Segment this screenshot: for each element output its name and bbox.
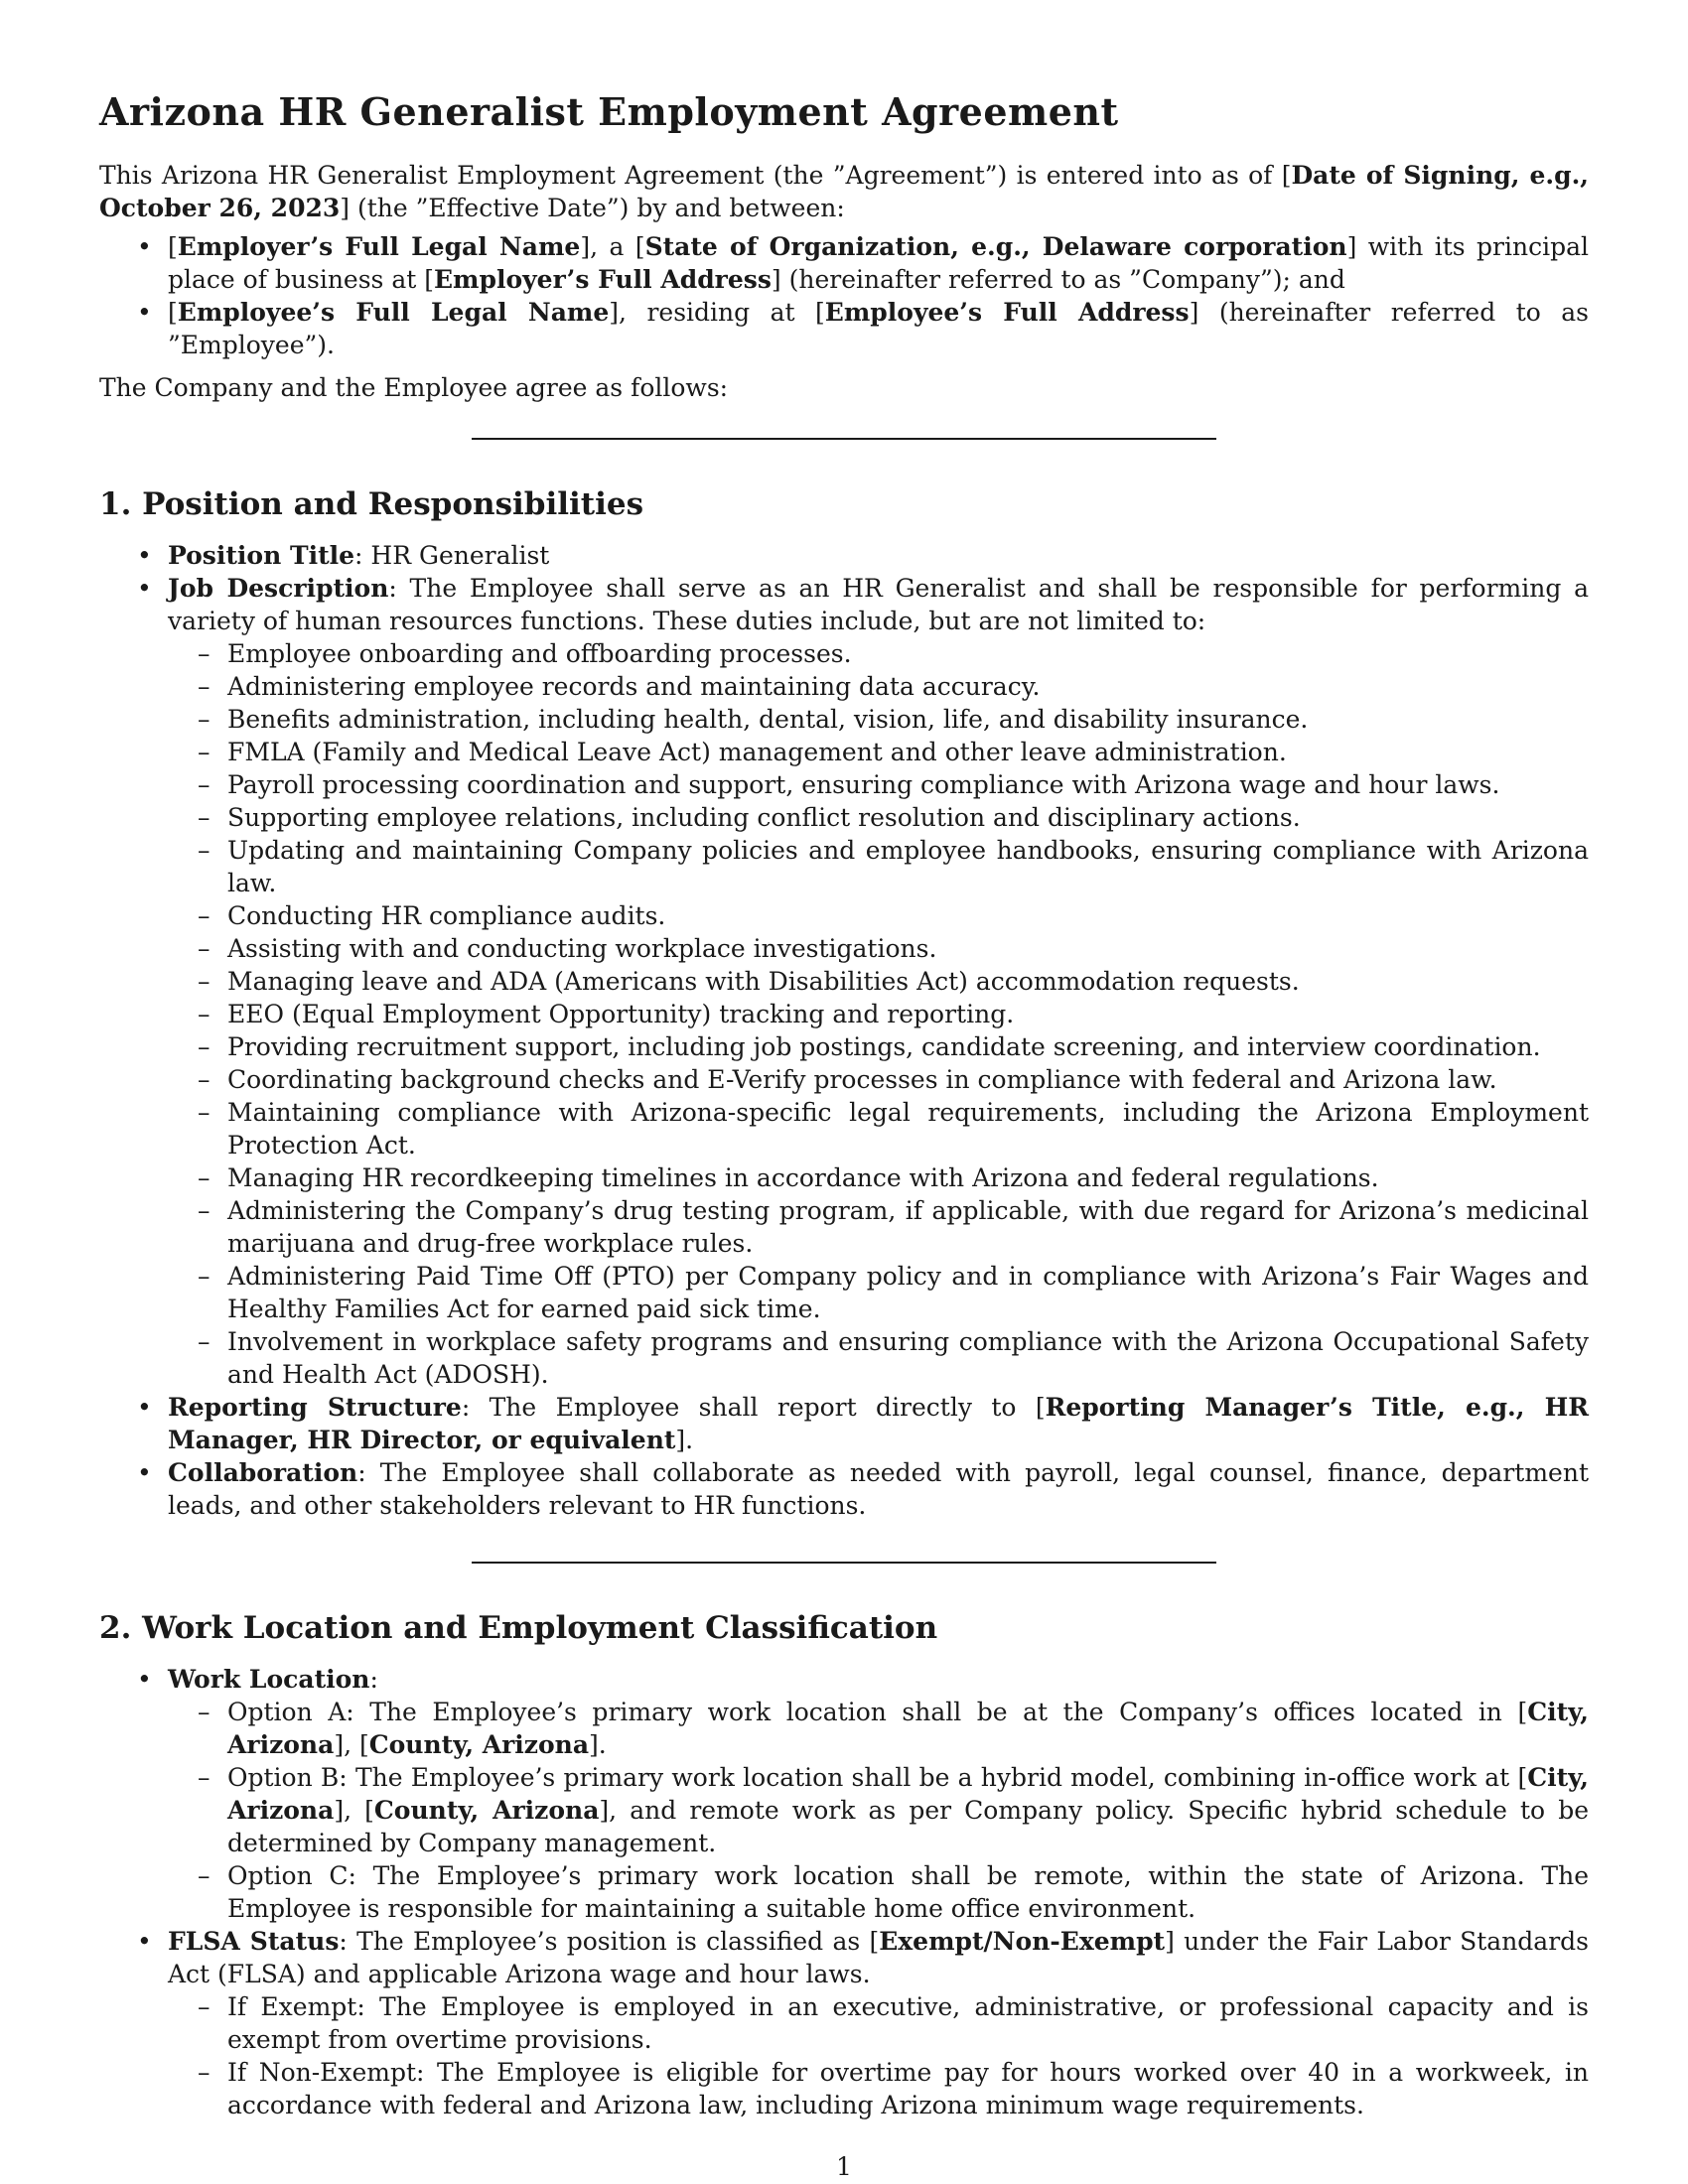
position-title-item: • Position Title: HR Generalist: [99, 539, 1589, 572]
duty-item: – Administering employee records and maintaining data accuracy.: [168, 670, 1589, 703]
duty-item: – Employee onboarding and offboarding processes.: [168, 637, 1589, 670]
duty-item: – Administering the Company’s drug testing program, if applicable, with due regard for Arizona’s medicinal marijuana and drug-free workplace rules.: [168, 1194, 1589, 1260]
duty-item: – Payroll processing coordination and support, ensuring compliance with Arizona wage and hour laws.: [168, 768, 1589, 801]
section-divider: [472, 1562, 1216, 1564]
section-divider: [472, 438, 1216, 440]
flsa-options: [168, 1990, 1589, 2121]
work-location-options: [168, 1696, 1589, 1925]
exempt-option: – If Exempt: The Employee is employed in an executive, administrative, or professional capacity and is exempt from overtime provisions.: [168, 1990, 1589, 2056]
duty-item: – Coordinating background checks and E-Verify processes in compliance with federal and Arizona law.: [168, 1063, 1589, 1096]
document-page: [99, 87, 1589, 2131]
section-2-list: [99, 1663, 1589, 2121]
duty-item: – Administering Paid Time Off (PTO) per Company policy and in compliance with Arizona’s Fair Wages and Healthy Families Act for earned paid sick time.: [168, 1260, 1589, 1325]
option-c: – Option C: The Employee’s primary work location shall be remote, within the state of Arizona. The Employee is responsible for maintaining a suitable home office environment.: [168, 1859, 1589, 1925]
duty-item: – Updating and maintaining Company policies and employee handbooks, ensuring compliance with Arizona law.: [168, 834, 1589, 899]
duty-item: – FMLA (Family and Medical Leave Act) management and other leave administration.: [168, 736, 1589, 768]
duty-item: – Conducting HR compliance audits.: [168, 899, 1589, 932]
duty-item: – Managing leave and ADA (Americans with Disabilities Act) accommodation requests.: [168, 965, 1589, 998]
section-1-heading: 1. Position and Responsibilities: [99, 486, 644, 522]
parties-list: [99, 230, 1589, 361]
section-2-heading: 2. Work Location and Employment Classification: [99, 1610, 938, 1646]
non-exempt-option: – If Non-Exempt: The Employee is eligible for overtime pay for hours worked over 40 in a workweek, in accordance with federal and Arizona law, including Arizona minimum wage requirements.: [168, 2056, 1589, 2121]
collaboration-item: • Collaboration: The Employee shall collaborate as needed with payroll, legal counsel, finance, department leads, and other stakeholders relevant to HR functions.: [99, 1456, 1589, 1522]
intro-paragraph: This Arizona HR Generalist Employment Agreement (the ”Agreement”) is entered into as of [Date of Signing, e.g., October 26, 2023] (the ”Effective Date”) by and between:: [99, 161, 1589, 222]
agree-line: The Company and the Employee agree as follows:: [99, 373, 729, 402]
flsa-status-item: • FLSA Status: The Employee’s position is classified as [Exempt/Non-Exempt] under the Fair Labor Standards Act (FLSA) and applicable Arizona wage and hour laws. – If Exempt: The Employee is employed in an executive, administrative, or professional capacity and is exempt from overtime provisions. – If Non-Exempt: The Employee is eligible for overtime pay for hours worked over 40 in a workweek, in accordance with federal and Arizona law, including Arizona minimum wage requirements.: [99, 1925, 1589, 2121]
party-employer: • [Employer’s Full Legal Name], a [State of Organization, e.g., Delaware corporation] with its principal place of business at [Employer’s Full Address] (hereinafter referred to as ”Company”); and: [99, 230, 1589, 296]
page-number: 1: [836, 2152, 852, 2181]
duty-item: – Supporting employee relations, including conflict resolution and disciplinary actions.: [168, 801, 1589, 834]
option-a: – Option A: The Employee’s primary work location shall be at the Company’s offices located in [City, Arizona], [County, Arizona].: [168, 1696, 1589, 1761]
duty-item: – Managing HR recordkeeping timelines in accordance with Arizona and federal regulations.: [168, 1161, 1589, 1194]
duty-item: – Providing recruitment support, including job postings, candidate screening, and interview coordination.: [168, 1030, 1589, 1063]
section-1-list: [99, 539, 1589, 1522]
reporting-structure-item: • Reporting Structure: The Employee shall report directly to [Reporting Manager’s Title, e.g., HR Manager, HR Director, or equivalent].: [99, 1391, 1589, 1456]
date-placeholder: Date of Signing, e.g., October 26, 2023: [99, 161, 1589, 222]
option-b: – Option B: The Employee’s primary work location shall be a hybrid model, combining in-office work at [City, Arizona], [County, Arizona], and remote work as per Company policy. Specific hybrid schedule to be determined by Company management.: [168, 1761, 1589, 1859]
duty-item: – EEO (Equal Employment Opportunity) tracking and reporting.: [168, 998, 1589, 1030]
duty-item: – Maintaining compliance with Arizona-specific legal requirements, including the Arizona Employment Protection Act.: [168, 1096, 1589, 1161]
document-title: Arizona HR Generalist Employment Agreement: [99, 89, 1119, 134]
work-location-item: • Work Location: – Option A: The Employee’s primary work location shall be at the Company’s offices located in [City, Arizona], [County, Arizona]. – Option B: The Employee’s primary work location shall be a hybrid model, combining in-office work at [City, Arizona], [County, Arizona], and remote work as per Company policy. Specific hybrid schedule to be determined by Company management. – Option C: The Employee’s primary work location shall be remote, within the state of Arizona. The Employee is responsible for maintaining a suitable home office environment.: [99, 1663, 1589, 1925]
job-description-item: • Job Description: The Employee shall serve as an HR Generalist and shall be responsible for performing a variety of human resources functions. These duties include, but are not limited to: – Employee onboarding and offboarding processes. – Administering employee records and maintaining data accuracy. – Benefits administration, including health, dental, vision, life, and disability insurance. – FMLA (Family and Medical Leave Act) management and other leave administration. – Payroll processing coordination and support, ensuring compliance with Arizona wage and hour laws. – Supporting employee relations, including conflict resolution and disciplinary actions. – Updating and maintaining Company policies and employee handbooks, ensuring compliance with Arizona law. – Conducting HR compliance audits. – Assisting with and conducting workplace investigations. – Managing leave and ADA (Americans with Disabilities Act) accommodation requests. – EEO (Equal Employment Opportunity) tracking and reporting. – Providing recruitment support, including job postings, candidate screening, and interview coordination. – Coordinating background checks and E-Verify processes in compliance with federal and Arizona law. – Maintaining compliance with Arizona-specific legal requirements, including the Arizona Employment Protection Act. – Managing HR recordkeeping timelines in accordance with Arizona and federal regulations. – Administering the Company’s drug testing program, if applicable, with due regard for Arizona’s medicinal marijuana and drug-free workplace rules. – Administering Paid Time Off (PTO) per Company policy and in compliance with Arizona’s Fair Wages and Healthy Families Act for earned paid sick time. – Involvement in workplace safety programs and ensuring compliance with the Arizona Occupational Safety and Health Act (ADOSH).: [99, 572, 1589, 1391]
duty-item: – Involvement in workplace safety programs and ensuring compliance with the Arizona Occupational Safety and Health Act (ADOSH).: [168, 1325, 1589, 1391]
duties-list: [168, 637, 1589, 1391]
duty-item: – Benefits administration, including health, dental, vision, life, and disability insurance.: [168, 703, 1589, 736]
duty-item: – Assisting with and conducting workplace investigations.: [168, 932, 1589, 965]
party-employee: • [Employee’s Full Legal Name], residing at [Employee’s Full Address] (hereinafter referred to as ”Employee”).: [99, 296, 1589, 361]
